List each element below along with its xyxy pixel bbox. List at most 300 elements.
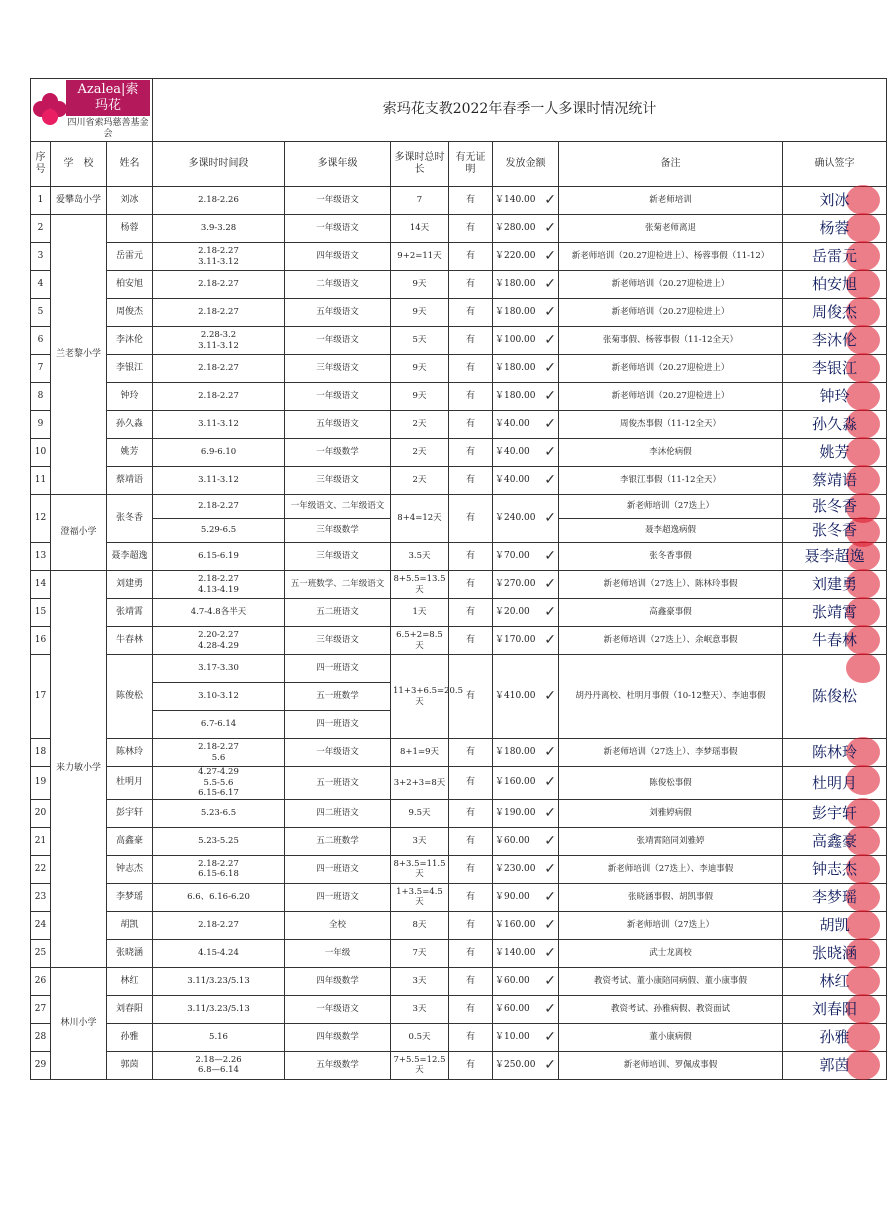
period-cell: 2.18-2.27 5.6 (153, 739, 285, 767)
proof-cell: 有 (449, 995, 493, 1023)
teacher-name: 周俊杰 (107, 299, 153, 327)
teacher-name: 杜明月 (107, 767, 153, 800)
row-number: 12 (31, 495, 51, 543)
period-cell: 6.7-6.14 (153, 711, 285, 739)
note-cell: 新老师培训（20.27迎检进上）、杨蓉事假（11-12） (559, 243, 783, 271)
fee-cell (493, 543, 559, 571)
red-fingerprint-stamp (846, 185, 880, 215)
table-row (31, 827, 887, 855)
note-cell: 陈俊松事假 (559, 767, 783, 800)
total-cell: 8天 (391, 911, 449, 939)
checkmark-icon: ✓ (544, 743, 556, 760)
total-cell: 9天 (391, 299, 449, 327)
note-cell: 新老师培训（20.27迎检进上） (559, 299, 783, 327)
checkmark-icon: ✓ (544, 359, 556, 376)
checkmark-icon: ✓ (544, 387, 556, 404)
table-row (31, 767, 887, 800)
handwritten-signature: 钟玲 (819, 387, 850, 406)
teacher-name: 张晓涵 (107, 939, 153, 967)
grade-cell: 五一班数学、二年级语文 (285, 571, 391, 599)
fee-value: ￥170.00 (495, 634, 536, 645)
grade-cell: 五一班数学 (285, 683, 391, 711)
header-cell: 序号 (31, 142, 51, 187)
header-cell: 学 校 (51, 142, 107, 187)
note-cell: 武士龙离校 (559, 939, 783, 967)
checkmark-icon: ✓ (544, 832, 556, 849)
handwritten-signature: 郭茵 (819, 1056, 850, 1074)
fee-value: ￥140.00 (495, 194, 536, 205)
period-cell: 2.20-2.27 4.28-4.29 (153, 627, 285, 655)
grade-cell: 四一班语文 (285, 883, 391, 911)
teacher-name: 杨蓉 (107, 215, 153, 243)
period-cell: 2.18-2.27 (153, 271, 285, 299)
teacher-name: 彭宇轩 (107, 799, 153, 827)
signature-cell (783, 543, 887, 571)
note-cell: 董小康病假 (559, 1023, 783, 1051)
total-cell: 3+2+3=8天 (391, 767, 449, 800)
fee-value: ￥180.00 (495, 278, 536, 289)
period-cell: 2.18—2.26 6.8—6.14 (153, 1051, 285, 1079)
teacher-name: 刘春阳 (107, 995, 153, 1023)
header-row (31, 142, 887, 187)
signature-cell (783, 855, 887, 883)
fee-cell (493, 655, 559, 739)
proof-cell: 有 (449, 243, 493, 271)
handwritten-signature: 孙雅 (819, 1028, 850, 1046)
fee-cell (493, 571, 559, 599)
row-number: 21 (31, 827, 51, 855)
grade-cell: 五年级语文 (285, 411, 391, 439)
row-number: 28 (31, 1023, 51, 1051)
proof-cell: 有 (449, 883, 493, 911)
period-cell: 3.10-3.12 (153, 683, 285, 711)
row-number: 23 (31, 883, 51, 911)
period-cell: 5.23-6.5 (153, 799, 285, 827)
proof-cell: 有 (449, 627, 493, 655)
proof-cell: 有 (449, 355, 493, 383)
note-cell: 新老师培训 (559, 187, 783, 215)
fee-value: ￥90.00 (495, 891, 530, 902)
grade-cell: 三年级语文 (285, 627, 391, 655)
checkmark-icon: ✓ (544, 774, 556, 791)
period-cell: 4.27-4.29 5.5-5.6 6.15-6.17 (153, 767, 285, 800)
grade-cell: 三年级数学 (285, 519, 391, 543)
fee-value: ￥160.00 (495, 777, 536, 788)
fee-cell (493, 355, 559, 383)
signature-cell (783, 411, 887, 439)
total-cell: 14天 (391, 215, 449, 243)
proof-cell: 有 (449, 1023, 493, 1051)
handwritten-signature: 柏安旭 (812, 275, 858, 294)
header-cell: 多课时总时长 (391, 142, 449, 187)
fee-cell (493, 767, 559, 800)
checkmark-icon: ✓ (544, 331, 556, 348)
checkmark-icon: ✓ (544, 1000, 556, 1017)
fee-cell (493, 467, 559, 495)
proof-cell: 有 (449, 215, 493, 243)
grade-cell: 一年级语文 (285, 215, 391, 243)
table-row (31, 995, 887, 1023)
note-cell: 张菊老师离退 (559, 215, 783, 243)
total-cell: 2天 (391, 467, 449, 495)
teacher-name: 李梦瑶 (107, 883, 153, 911)
proof-cell: 有 (449, 187, 493, 215)
signature-cell (783, 883, 887, 911)
proof-cell: 有 (449, 411, 493, 439)
header-cell: 多课年级 (285, 142, 391, 187)
signature-cell (783, 271, 887, 299)
proof-cell: 有 (449, 1051, 493, 1079)
handwritten-signature: 胡凯 (819, 916, 850, 934)
grade-cell: 四一班语文 (285, 711, 391, 739)
note-cell: 张菊事假、杨蓉事假（11-12全天） (559, 327, 783, 355)
table-row (31, 855, 887, 883)
teacher-name: 刘建勇 (107, 571, 153, 599)
fee-cell (493, 883, 559, 911)
note-cell: 新老师培训、罗佩成事假 (559, 1051, 783, 1079)
proof-cell: 有 (449, 799, 493, 827)
fee-cell (493, 383, 559, 411)
signature-cell (783, 243, 887, 271)
signature-cell (783, 299, 887, 327)
total-cell: 5天 (391, 327, 449, 355)
period-cell: 5.16 (153, 1023, 285, 1051)
statistics-table (30, 78, 887, 1080)
fee-cell (493, 939, 559, 967)
checkmark-icon: ✓ (544, 575, 556, 592)
fee-cell (493, 1023, 559, 1051)
signature-cell (783, 739, 887, 767)
fee-cell (493, 995, 559, 1023)
period-cell: 2.18-2.27 (153, 911, 285, 939)
fee-cell (493, 439, 559, 467)
fee-value: ￥40.00 (495, 474, 530, 485)
fee-value: ￥70.00 (495, 550, 530, 561)
fee-value: ￥160.00 (495, 919, 536, 930)
row-number: 3 (31, 243, 51, 271)
table-row (31, 571, 887, 599)
teacher-name: 牛春林 (107, 627, 153, 655)
teacher-name: 李沐伦 (107, 327, 153, 355)
fee-value: ￥20.00 (495, 606, 530, 617)
period-cell: 4.7-4.8各半天 (153, 599, 285, 627)
total-cell: 2天 (391, 439, 449, 467)
grade-cell: 一年级语文、二年级语文 (285, 495, 391, 519)
grade-cell: 三年级语文 (285, 467, 391, 495)
note-cell: 新老师培训（20.27迎检进上） (559, 271, 783, 299)
row-number: 25 (31, 939, 51, 967)
row-number: 10 (31, 439, 51, 467)
table-row (31, 243, 887, 271)
handwritten-signature: 姚芳 (819, 443, 850, 462)
grade-cell: 全校 (285, 911, 391, 939)
signature-cell (783, 439, 887, 467)
total-cell: 8+4=12天 (391, 495, 449, 543)
school-name: 澄福小学 (51, 495, 107, 571)
handwritten-signature: 刘春阳 (812, 1000, 858, 1018)
handwritten-signature: 刘冰 (819, 191, 850, 210)
signature-cell (783, 327, 887, 355)
handwritten-signature: 聂李超逸 (804, 547, 865, 566)
note-cell: 新老师培训（20.27迎检进上） (559, 355, 783, 383)
checkmark-icon: ✓ (544, 687, 556, 704)
school-name: 爱攀岛小学 (51, 187, 107, 215)
total-cell: 9天 (391, 355, 449, 383)
grade-cell: 二年级语文 (285, 271, 391, 299)
row-number: 27 (31, 995, 51, 1023)
red-fingerprint-stamp (846, 437, 880, 467)
proof-cell: 有 (449, 855, 493, 883)
teacher-name: 张冬香 (107, 495, 153, 543)
signature-cell (783, 767, 887, 800)
fee-value: ￥40.00 (495, 446, 530, 457)
red-fingerprint-stamp (846, 653, 880, 683)
grade-cell: 一年级数学 (285, 439, 391, 467)
row-number: 6 (31, 327, 51, 355)
teacher-name: 高鑫豪 (107, 827, 153, 855)
row-number: 5 (31, 299, 51, 327)
checkmark-icon: ✓ (544, 275, 556, 292)
fee-cell (493, 271, 559, 299)
handwritten-signature: 高鑫豪 (812, 832, 858, 850)
table-body (31, 187, 887, 1080)
handwritten-signature: 蔡靖语 (812, 471, 858, 490)
period-cell: 3.11-3.12 (153, 467, 285, 495)
checkmark-icon: ✓ (544, 247, 556, 264)
fee-value: ￥270.00 (495, 578, 536, 589)
handwritten-signature: 陈俊松 (812, 687, 858, 706)
signature-cell (783, 827, 887, 855)
fee-value: ￥140.00 (495, 947, 536, 958)
note-cell: 李沐伦病假 (559, 439, 783, 467)
fee-value: ￥180.00 (495, 362, 536, 373)
fee-value: ￥220.00 (495, 250, 536, 261)
teacher-name: 聂李超逸 (107, 543, 153, 571)
fee-value: ￥60.00 (495, 975, 530, 986)
table-row (31, 655, 887, 683)
period-cell: 3.11/3.23/5.13 (153, 967, 285, 995)
checkmark-icon: ✓ (544, 631, 556, 648)
total-cell: 6.5+2=8.5天 (391, 627, 449, 655)
period-cell: 2.18-2.27 3.11-3.12 (153, 243, 285, 271)
total-cell: 1天 (391, 599, 449, 627)
row-number: 13 (31, 543, 51, 571)
handwritten-signature: 岳雷元 (812, 247, 858, 266)
grade-cell: 四二班语文 (285, 799, 391, 827)
proof-cell: 有 (449, 571, 493, 599)
teacher-name: 李银江 (107, 355, 153, 383)
signature-cell (783, 799, 887, 827)
proof-cell: 有 (449, 739, 493, 767)
proof-cell: 有 (449, 767, 493, 800)
handwritten-signature: 李梦瑶 (812, 888, 858, 906)
grade-cell: 一年级语文 (285, 995, 391, 1023)
period-cell: 6.15-6.19 (153, 543, 285, 571)
table-row (31, 383, 887, 411)
handwritten-signature: 李银江 (812, 359, 858, 378)
note-cell: 张晓涵事假、胡凯事假 (559, 883, 783, 911)
proof-cell: 有 (449, 967, 493, 995)
proof-cell: 有 (449, 299, 493, 327)
note-cell: 新老师培训（20.27迎检进上） (559, 383, 783, 411)
header-cell: 发放金额 (493, 142, 559, 187)
checkmark-icon: ✓ (544, 219, 556, 236)
logo-cell (31, 79, 153, 142)
fee-value: ￥180.00 (495, 746, 536, 757)
handwritten-signature: 张靖霄 (812, 603, 858, 622)
signature-cell (783, 995, 887, 1023)
note-cell: 李银江事假（11-12全天） (559, 467, 783, 495)
table-row (31, 187, 887, 215)
teacher-name: 孙久淼 (107, 411, 153, 439)
fee-cell (493, 855, 559, 883)
proof-cell: 有 (449, 439, 493, 467)
checkmark-icon: ✓ (544, 888, 556, 905)
grade-cell: 三年级语文 (285, 355, 391, 383)
checkmark-icon: ✓ (544, 916, 556, 933)
grade-cell: 一年级语文 (285, 383, 391, 411)
red-fingerprint-stamp (846, 966, 880, 996)
note-cell: 张冬香事假 (559, 543, 783, 571)
school-name: 来力敏小学 (51, 571, 107, 968)
fee-cell (493, 739, 559, 767)
row-number: 2 (31, 215, 51, 243)
note-cell: 聂李超逸病假 (559, 519, 783, 543)
period-cell: 5.23-5.25 (153, 827, 285, 855)
total-cell: 7天 (391, 939, 449, 967)
fee-cell (493, 627, 559, 655)
fee-cell (493, 327, 559, 355)
grade-cell: 四一班语文 (285, 855, 391, 883)
signature-cell (783, 655, 887, 739)
checkmark-icon: ✓ (544, 191, 556, 208)
signature-cell (783, 967, 887, 995)
signature-cell (783, 467, 887, 495)
note-cell: 张靖霄陪同刘雅婷 (559, 827, 783, 855)
proof-cell: 有 (449, 827, 493, 855)
logo-brand: Azalea|索玛花 (66, 80, 150, 117)
header-cell: 有无证明 (449, 142, 493, 187)
note-cell: 新老师培训（27迭上）、李梦瑶事假 (559, 739, 783, 767)
header-cell: 多课时时间段 (153, 142, 285, 187)
note-cell: 高鑫豪事假 (559, 599, 783, 627)
total-cell: 8+1=9天 (391, 739, 449, 767)
total-cell: 9天 (391, 383, 449, 411)
period-cell: 2.18-2.26 (153, 187, 285, 215)
header-cell: 确认签字 (783, 142, 887, 187)
total-cell: 11+3+6.5=20.5天 (391, 655, 449, 739)
row-number: 24 (31, 911, 51, 939)
handwritten-signature: 孙久淼 (812, 415, 858, 434)
teacher-name: 陈林玲 (107, 739, 153, 767)
total-cell: 8+5.5=13.5天 (391, 571, 449, 599)
grade-cell: 五一班语文 (285, 767, 391, 800)
period-cell: 3.11/3.23/5.13 (153, 995, 285, 1023)
handwritten-signature: 牛春林 (812, 631, 858, 650)
handwritten-signature: 张冬香 (812, 521, 858, 540)
signature-cell (783, 215, 887, 243)
teacher-name: 胡凯 (107, 911, 153, 939)
grade-cell: 一年级 (285, 939, 391, 967)
handwritten-signature: 杨蓉 (819, 219, 850, 238)
row-number: 8 (31, 383, 51, 411)
row-number: 1 (31, 187, 51, 215)
period-cell: 2.18-2.27 (153, 383, 285, 411)
proof-cell: 有 (449, 495, 493, 543)
table-row (31, 543, 887, 571)
total-cell: 0.5天 (391, 1023, 449, 1051)
teacher-name: 蔡靖语 (107, 467, 153, 495)
fee-cell (493, 911, 559, 939)
checkmark-icon: ✓ (544, 303, 556, 320)
fee-value: ￥180.00 (495, 306, 536, 317)
checkmark-icon: ✓ (544, 860, 556, 877)
grade-cell: 四年级语文 (285, 243, 391, 271)
teacher-name: 姚芳 (107, 439, 153, 467)
total-cell: 3天 (391, 995, 449, 1023)
fee-cell (493, 411, 559, 439)
period-cell: 4.15-4.24 (153, 939, 285, 967)
table-row (31, 467, 887, 495)
proof-cell: 有 (449, 467, 493, 495)
period-cell: 3.17-3.30 (153, 655, 285, 683)
note-cell: 新老师培训（27迭上）、余岷意事假 (559, 627, 783, 655)
fee-value: ￥100.00 (495, 334, 536, 345)
period-cell: 2.18-2.27 (153, 299, 285, 327)
teacher-name: 钟玲 (107, 383, 153, 411)
grade-cell: 五年级语文 (285, 299, 391, 327)
row-number: 16 (31, 627, 51, 655)
note-cell: 教资考试、董小康陪同病假、董小康事假 (559, 967, 783, 995)
header-cell: 备注 (559, 142, 783, 187)
row-number: 20 (31, 799, 51, 827)
table-row (31, 439, 887, 467)
red-fingerprint-stamp (846, 910, 880, 940)
signature-cell (783, 383, 887, 411)
period-cell: 3.11-3.12 (153, 411, 285, 439)
row-number: 17 (31, 655, 51, 739)
handwritten-signature: 刘建勇 (812, 575, 858, 594)
proof-cell: 有 (449, 543, 493, 571)
grade-cell: 五二班数学 (285, 827, 391, 855)
table-row (31, 739, 887, 767)
checkmark-icon: ✓ (544, 972, 556, 989)
period-cell: 2.18-2.27 (153, 355, 285, 383)
signature-cell (783, 911, 887, 939)
teacher-name: 刘冰 (107, 187, 153, 215)
note-cell: 教资考试、孙雅病假、教资面试 (559, 995, 783, 1023)
fee-cell (493, 495, 559, 543)
note-cell: 周俊杰事假（11-12全天） (559, 411, 783, 439)
school-name: 兰老黎小学 (51, 215, 107, 495)
logo (33, 80, 150, 141)
fee-cell (493, 967, 559, 995)
statistics-sheet (30, 78, 865, 1080)
row-number: 11 (31, 467, 51, 495)
total-cell: 9+2=11天 (391, 243, 449, 271)
fee-cell (493, 187, 559, 215)
checkmark-icon: ✓ (544, 1028, 556, 1045)
fee-cell (493, 1051, 559, 1079)
total-cell: 9.5天 (391, 799, 449, 827)
signature-cell (783, 187, 887, 215)
note-cell: 新老师培训（27迭上） (559, 495, 783, 519)
signature-cell (783, 355, 887, 383)
teacher-name: 陈俊松 (107, 655, 153, 739)
teacher-name: 岳雷元 (107, 243, 153, 271)
grade-cell: 一年级语文 (285, 187, 391, 215)
document-title: 索玛花支教2022年春季一人多课时情况统计 (153, 79, 887, 142)
